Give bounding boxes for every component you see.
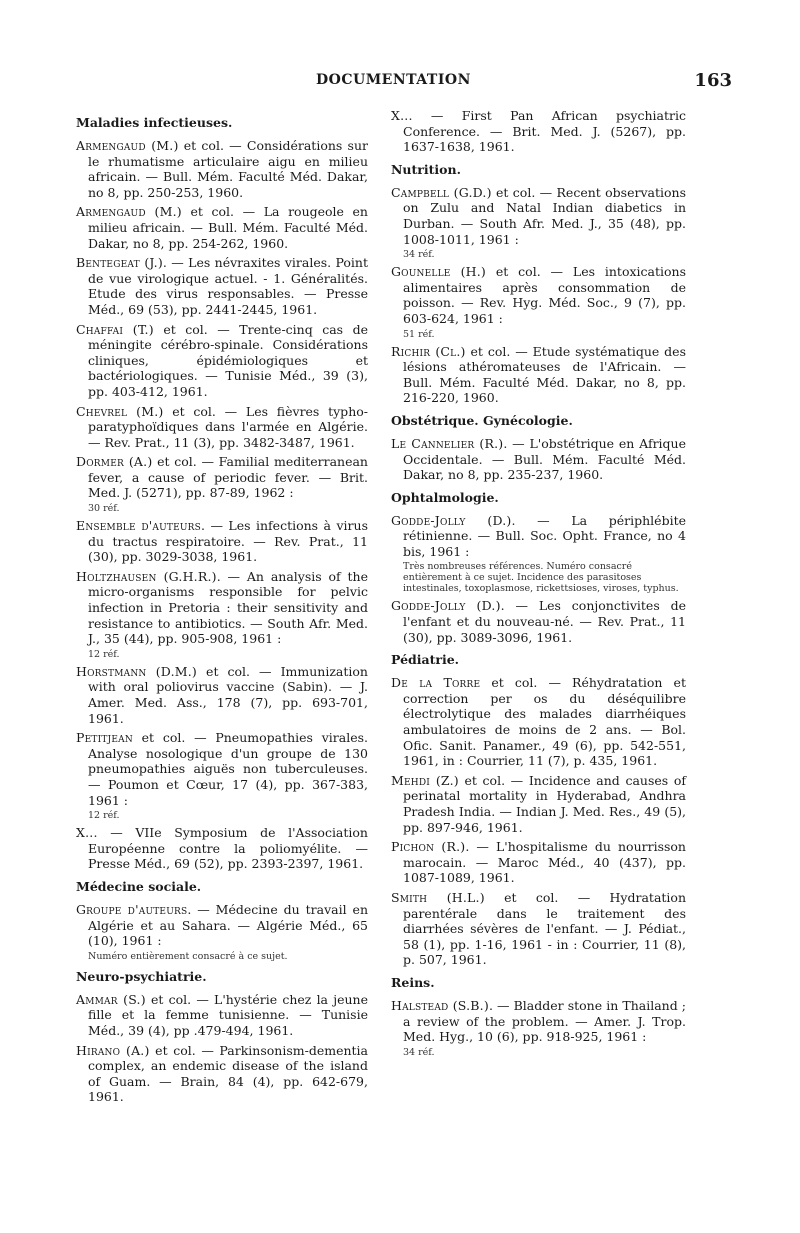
bibliography-entry (391, 436, 686, 483)
bibliography-entry (391, 998, 686, 1045)
entry-author: Godde-Jolly (D.) (391, 512, 512, 528)
entry-author: Campbell (G.D.) (391, 184, 492, 200)
entry-author: Halstead (S.B.) (391, 997, 489, 1013)
bibliography-entry (391, 773, 686, 835)
bibliography-entry (76, 322, 368, 400)
entry-author: X... (391, 108, 413, 123)
bibliography-entry (76, 992, 368, 1039)
entry-note: 30 réf. (88, 503, 120, 515)
running-title: DOCUMENTATION (316, 72, 471, 88)
entry-text: et col. — Les fièvres typho-paratyphoïdiques dans l'armée en Algérie. — Rev. Prat., 11 (3), pp. 3482-3487, 1961. (88, 403, 368, 450)
entry-author: Smith (H.L.) (391, 889, 485, 905)
bibliography-entry (391, 675, 686, 769)
entry-note: 34 réf. (403, 249, 435, 261)
entry-author: Armengaud (M.) (76, 138, 179, 153)
entry-text: et col. — Etude systématique des lésions athéromateuses de l'Africain. — Bull. Mém. Faculté Méd. Dakar, no 8, pp. 216-220, 1960. (403, 343, 686, 406)
entry-text: et col. — L'hystérie chez la jeune fille et la femme tunisienne. — Tunisie Méd., 39 (4), pp .479-494, 1961. (88, 991, 368, 1038)
bibliography-entry (76, 454, 368, 501)
entry-author: Mehdi (Z.) (391, 772, 459, 788)
bibliography-entry (391, 839, 686, 886)
entry-text: et col. — Incidence and causes of perinatal mortality in Hyderabad, Andhra Pradesh India. — Indian J. Med. Res., 49 (5), pp. 897-946, 1961. (403, 772, 686, 835)
bibliography-entry (391, 108, 686, 155)
bibliography-entry (391, 890, 686, 968)
bibliography-entry (76, 255, 368, 317)
entry-author: Le Cannelier (R.) (391, 435, 504, 451)
bibliography-entry (391, 185, 686, 247)
entry-author: Holtzhausen (G.H.R.) (76, 568, 217, 584)
page-header (76, 70, 732, 96)
entry-text: . — Médecine du travail en Algérie et au Sahara. — Algérie Méd., 65 (10), 1961 : (88, 901, 368, 949)
entry-author: Chevrel (M.) (76, 403, 164, 419)
entry-author: X... (76, 825, 98, 841)
entry-author: Godde-Jolly (D.) (391, 598, 501, 614)
entry-text: et col. — Familial mediterranean fever, a cause of periodic fever. — Brit. Med. J. (5271), pp. 87-89, 1962 : (88, 454, 368, 501)
entry-author: Chaffai (T.) (76, 321, 154, 337)
bibliography-entry (76, 204, 368, 251)
entry-text: . — L'hospitalisme du nourrisson marocain. — Maroc Méd., 40 (437), pp. 1087-1089, 1961. (403, 839, 686, 886)
section-title: Pédiatrie. (391, 652, 460, 668)
entry-author: Horstmann (D.M.) (76, 663, 198, 679)
bibliography-entry (76, 902, 368, 949)
bibliography-entry (76, 825, 368, 872)
entry-note: 51 réf. (403, 328, 435, 340)
entry-text: et col. — La rougeole en milieu africain. — Bull. Mém. Faculté Méd. Dakar, no 8, pp. 254-262, 1960. (88, 204, 368, 251)
entry-author: Pichon (R.) (391, 839, 466, 855)
entry-author: Ensemble d'auteurs (76, 518, 202, 534)
bibliography-entry (76, 1043, 368, 1105)
bibliography-entry (76, 730, 368, 808)
bibliography-entry (76, 569, 368, 647)
section-title: Médecine sociale. (76, 878, 202, 894)
section-title: Neuro-psychiatrie. (76, 968, 207, 984)
entry-author: Richir (Cl.) (391, 343, 466, 359)
entry-note: Très nombreuses références. Numéro consacré entièrement à ce sujet. Incidence des parasitoses intestinales, toxoplasmose, rickettsioses, viroses, typhus. (403, 561, 679, 595)
entry-note: 12 réf. (88, 810, 120, 822)
entry-author: Armengaud (M.) (76, 204, 182, 220)
bibliography-entry (391, 513, 686, 560)
bibliography-entry (391, 264, 686, 326)
entry-text: et col. — Parkinsonism-dementia complex, an endemic disease of the island of Guam. — Brain, 84 (4), pp. 642-679, 1961. (88, 1042, 368, 1105)
entry-text: . — An analysis of the micro-organisms responsible for pelvic infection in Pretoria : their sensitivity and resistance to antibiotics. — South Afr. Med. J., 35 (44), pp. 905-908, 1961 : (88, 568, 368, 647)
section-title: Maladies infectieuses. (76, 115, 233, 130)
entry-text: et col. — Trente-cinq cas de méningite cérébro-spinale. Considérations cliniques, épidémiologiques et bactériologiques. — Tunisie Méd., 39 (3), pp. 403-412, 1961. (88, 321, 368, 399)
entry-text: . — La périphlébite rétinienne. — Bull. Soc. Opht. France, no 4 bis, 1961 : (403, 512, 686, 559)
entry-author: Gounelle (H.) (391, 264, 487, 280)
entry-author: Petitjean (76, 730, 133, 746)
right-column (391, 108, 686, 1062)
entry-text: et col. — Les intoxications alimentaires après consommation de poisson. — Rev. Hyg. Méd. Soc., 9 (7), pp. 603-624, 1961 : (403, 264, 686, 326)
entry-text: et col. — Hydratation parentérale dans le traitement des diarrhées sévères de l'enfant. — J. Pédiat., 58 (1), pp. 1-16, 1961 - in : Courrier, 11 (8), p. 507, 1961. (403, 889, 686, 968)
bibliography-entry (391, 598, 686, 645)
page-number: 163 (694, 70, 732, 91)
bibliography-entry (76, 138, 368, 200)
entry-text: et col. — Immunization with oral poliovirus vaccine (Sabin). — J. Amer. Med. Ass., 178 (7), pp. 693-701, 1961. (88, 663, 368, 726)
entry-text: et col. — Pneumopathies virales. Analyse nosologique d'un groupe de 130 pneumopathies aiguës non tuberculeuses. — Poumon et Cœur, 17 (4), pp. 367-383, 1961 : (88, 730, 368, 808)
entry-text: — VIIe Symposium de l'Association Européenne contre la poliomyélite. — Presse Méd., 69 (52), pp. 2393-2397, 1961. (88, 825, 368, 872)
entry-text: . — Les infections à virus du tractus respiratoire. — Rev. Prat., 11 (30), pp. 3029-3038, 1961. (88, 518, 368, 565)
entry-author: Groupe d'auteurs (76, 901, 188, 917)
entry-text: et col. — Considérations sur le rhumatisme articulaire aigu en milieu africain. — Bull. Mém. Faculté Méd. Dakar, no 8, pp. 250-253, 1960. (88, 138, 368, 200)
entry-text: . — Les névraxites virales. Point de vue virologique actuel. - 1. Généralités. Etude des virus responsables. — Presse Méd., 69 (53), pp. 2441-2445, 1961. (88, 255, 368, 317)
entry-text: . — L'obstétrique en Afrique Occidentale. — Bull. Mém. Faculté Méd. Dakar, no 8, pp. 235-237, 1960. (403, 435, 686, 483)
entry-author: Hirano (A.) (76, 1042, 150, 1058)
bibliography-entry (76, 664, 368, 726)
entry-author: Ammar (S.) (76, 991, 146, 1007)
entry-note: 34 réf. (403, 1046, 435, 1058)
left-column (76, 108, 368, 1109)
bibliography-entry (391, 344, 686, 406)
bibliography-entry (76, 518, 368, 565)
section-title: Obstétrique. Gynécologie. (391, 412, 573, 428)
entry-author: Dormer (A.) (76, 454, 153, 470)
entry-author: Bentegeat (J.) (76, 255, 163, 271)
bibliography-entry (76, 404, 368, 451)
entry-note: 12 réf. (88, 648, 120, 660)
entry-text: . — Bladder stone in Thailand ; a review of the problem. — Amer. J. Trop. Med. Hyg., 10 (6), pp. 918-925, 1961 : (403, 997, 686, 1045)
entry-text: . — Les conjonctivites de l'enfant et du nouveau-né. — Rev. Prat., 11 (30), pp. 3089-3096, 1961. (403, 598, 686, 645)
entry-note: Numéro entièrement consacré à ce sujet. (88, 950, 288, 962)
entry-text: et col. — Réhydratation et correction per os du déséquilibre électrolytique des malades diarrhéiques ambulatoires de moins de 2 ans. — Bol. Ofic. Sanit. Panamer., 49 (6), pp. 542-551, 1961, in : Courrier, 11 (7), p. 435, 1961. (403, 675, 686, 769)
entry-text: — First Pan African psychiatric Conference. — Brit. Med. J. (5267), pp. 1637-1638, 1961. (403, 108, 686, 155)
section-title: Reins. (391, 974, 435, 990)
entry-author: De la Torre (391, 675, 481, 691)
entry-text: et col. — Recent observations on Zulu and Natal Indian diabetics in Durban. — South Afr. Med. J., 35 (48), pp. 1008-1011, 1961 : (403, 184, 686, 247)
section-title: Ophtalmologie. (391, 489, 499, 505)
section-title: Nutrition. (391, 161, 461, 177)
